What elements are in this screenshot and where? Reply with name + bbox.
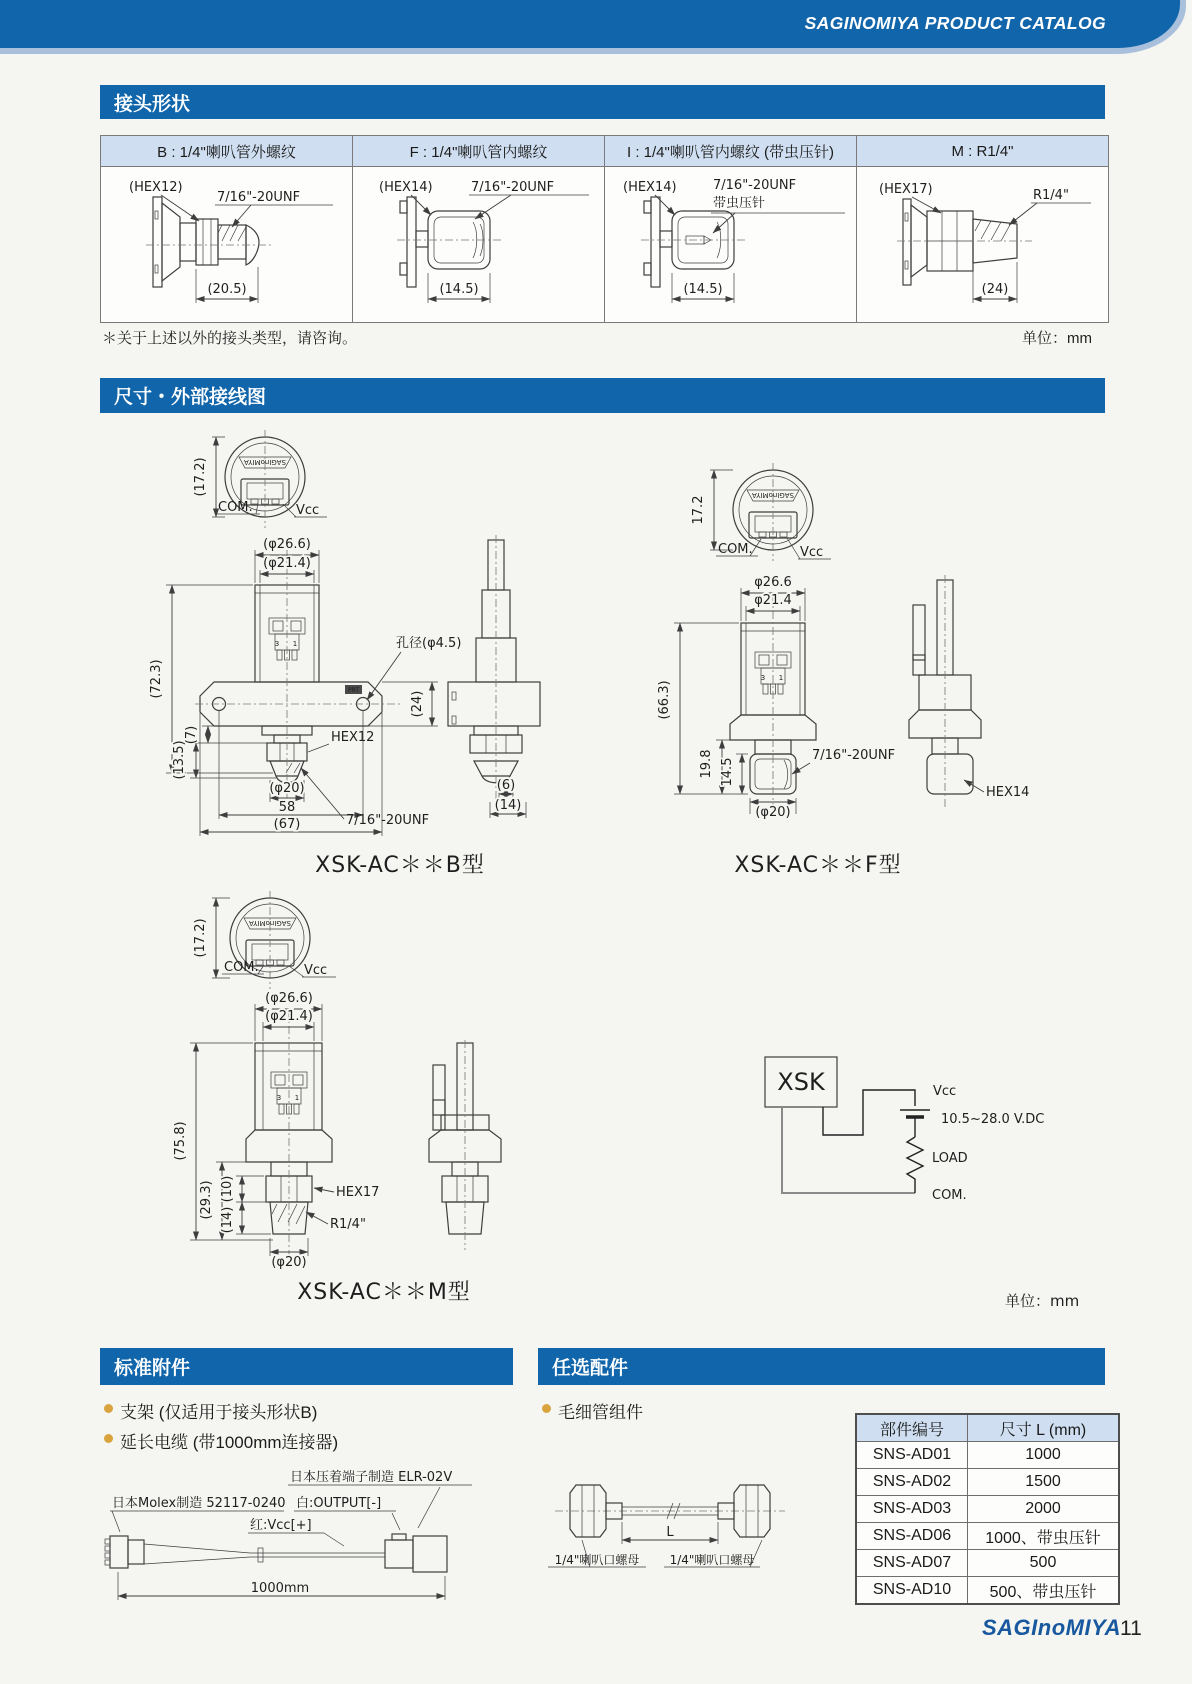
dim-label: (17.2) <box>193 457 208 497</box>
part-number: SNS-AD10 <box>856 1577 968 1605</box>
cable-label: 白:OUTPUT[-] <box>296 1496 382 1511</box>
parts-table-header-row <box>856 1414 1119 1442</box>
pin-number: 3 <box>760 674 766 682</box>
catalog-header-title: SAGINOMIYA PRODUCT CATALOG <box>804 13 1106 33</box>
dim-label: (6) <box>496 778 516 793</box>
unit-note-mid: 单位：mm <box>1005 1292 1080 1310</box>
wiring-circuit <box>765 1057 1044 1203</box>
circuit-label: Vcc <box>933 1084 957 1099</box>
pin-number: 1 <box>294 1094 300 1102</box>
cell-connector-i <box>605 167 857 323</box>
section-title-optional <box>538 1348 1105 1385</box>
connector-m-drawing <box>857 167 1108 317</box>
dim-label: (20.5) <box>207 282 247 297</box>
section-title-standard <box>100 1348 513 1385</box>
dim-label: (14) <box>220 1206 235 1234</box>
type-b-diagram <box>149 430 540 878</box>
pin-label: Vcc <box>296 503 320 518</box>
dim-label: (φ26.6) <box>263 537 311 552</box>
type-b-side-view <box>448 535 540 800</box>
optional-item-capillary <box>542 1398 643 1423</box>
dim-label: (7) <box>184 725 199 745</box>
saginomiya-logo: SAGInoMIYA <box>982 1615 1122 1640</box>
parts-col-number: 部件编号 <box>856 1414 968 1442</box>
bullet-icon <box>104 1404 113 1413</box>
type-m-side-view <box>429 1040 501 1250</box>
section-title-text: 标准附件 <box>114 1358 191 1379</box>
pin-label: COM. <box>224 960 259 975</box>
table-row <box>856 1550 1119 1577</box>
capillary-drawing <box>520 1460 820 1580</box>
dim-label: L <box>666 1525 674 1540</box>
connector-i-shapes <box>641 195 845 303</box>
dimension-diagrams <box>100 400 1105 1340</box>
unit-note-top: 单位：mm <box>1022 330 1092 347</box>
bullet-text: 毛细管组件 <box>558 1403 643 1422</box>
connector-footnote: ＊关于上述以外的接头类型，请咨询。 <box>102 330 358 347</box>
col-header-f: F : 1/4"喇叭管内螺纹 <box>353 136 605 167</box>
pin-label: COM. <box>218 500 253 515</box>
dim-label: (14) <box>494 798 522 813</box>
col-header-i: I : 1/4"喇叭管内螺纹 (带虫压针) <box>605 136 857 167</box>
page-number: 11 <box>1120 1617 1142 1640</box>
parts-table <box>855 1413 1120 1605</box>
pin-label: Vcc <box>800 545 824 560</box>
dim-label: 孔径(φ4.5) <box>396 636 462 651</box>
type-f-diagram <box>657 463 1029 878</box>
dim-label: (24) <box>981 282 1009 297</box>
col-header-b: B : 1/4"喇叭管外螺纹 <box>101 136 353 167</box>
dim-label: (67) <box>273 817 301 832</box>
dim-label: φ21.4 <box>754 593 792 608</box>
circuit-label: 10.5~28.0 V.DC <box>941 1112 1045 1127</box>
connector-b-drawing <box>101 167 352 317</box>
dim-label: (φ21.4) <box>263 556 311 571</box>
pin-number: 1 <box>292 640 298 648</box>
dim-label: (72.3) <box>149 659 164 699</box>
bullet-icon <box>542 1404 551 1413</box>
connector-i-drawing <box>605 167 856 317</box>
dim-label: HEX14 <box>986 785 1030 800</box>
part-size: 1000 <box>968 1442 1120 1469</box>
dim-label: (φ20) <box>269 781 305 796</box>
cable-label: 日本压着端子制造 ELR-02V <box>290 1470 453 1485</box>
connector-f-drawing <box>353 167 604 317</box>
model-label-m: XSK-AC＊＊M型 <box>297 1280 471 1305</box>
dim-label: (HEX17) <box>879 182 933 197</box>
model-label-b: XSK-AC＊＊B型 <box>315 853 485 878</box>
model-label-f: XSK-AC＊＊F型 <box>734 853 902 878</box>
dim-label: (14.5) <box>683 282 723 297</box>
bullet-text: 延长电缆 (带1000mm连接器) <box>120 1433 339 1452</box>
cell-connector-b <box>101 167 353 323</box>
section-title-connector <box>100 85 1105 119</box>
table-row <box>856 1442 1119 1469</box>
standard-item-bracket <box>104 1398 317 1423</box>
dim-label: (17.2) <box>193 918 208 958</box>
pin-number: 1 <box>778 674 784 682</box>
dim-label: (φ26.6) <box>265 991 313 1006</box>
dim-label: (φ20) <box>755 805 791 820</box>
dim-label: 14.5 <box>720 757 735 787</box>
type-m-diagram <box>173 891 501 1305</box>
table-row <box>856 1496 1119 1523</box>
dim-label: 带虫压针 <box>713 196 766 211</box>
part-size: 500 <box>968 1550 1120 1577</box>
bullet-text: 支架 (仅适用于接头形状B) <box>120 1403 318 1422</box>
dim-label: (10) <box>220 1175 235 1203</box>
part-size: 1000、带虫压针 <box>968 1523 1120 1550</box>
connector-f-shapes <box>397 195 589 303</box>
part-number: SNS-AD02 <box>856 1469 968 1496</box>
dim-label: φ26.6 <box>754 575 792 590</box>
part-number: SNS-AD01 <box>856 1442 968 1469</box>
cell-connector-f <box>353 167 605 323</box>
cell-connector-m <box>857 167 1109 323</box>
dim-label: 7/16"-20UNF <box>713 178 797 193</box>
standard-item-cable <box>104 1428 338 1453</box>
prt-label: PRT <box>347 687 360 694</box>
dim-label: (HEX12) <box>129 180 183 195</box>
part-size: 2000 <box>968 1496 1120 1523</box>
dim-label: R1/4" <box>1033 188 1069 203</box>
table-row <box>856 1523 1119 1550</box>
connector-table-drawing-row <box>101 167 1109 323</box>
nut-label: 1/4"喇叭口螺母 <box>554 1553 640 1567</box>
bullet-icon <box>104 1434 113 1443</box>
pin-label: COM. <box>718 542 753 557</box>
dim-label: 19.8 <box>699 749 714 779</box>
col-header-m: M : R1/4" <box>857 136 1109 167</box>
connector-shape-table <box>100 135 1109 323</box>
dim-label: (14.5) <box>439 282 479 297</box>
extension-cable-drawing <box>100 1460 520 1610</box>
circuit-label: COM. <box>932 1188 967 1203</box>
section-title-text: 尺寸・外部接线图 <box>114 387 267 408</box>
dim-label: (φ20) <box>271 1255 307 1270</box>
dim-label: 7/16"-20UNF <box>812 748 896 763</box>
circuit-box-label: XSK <box>777 1068 825 1096</box>
dim-label: (29.3) <box>199 1180 214 1220</box>
dim-label: (75.8) <box>173 1121 188 1161</box>
cable-label: 日本Molex制造 52117-0240 <box>112 1496 286 1511</box>
dim-label: 7/16"-20UNF <box>217 190 301 205</box>
pin-number: 3 <box>276 1094 282 1102</box>
part-number: SNS-AD07 <box>856 1550 968 1577</box>
dim-label: (66.3) <box>657 680 672 720</box>
part-size: 1500 <box>968 1469 1120 1496</box>
pin-label: Vcc <box>304 963 328 978</box>
dim-label: 17.2 <box>691 495 706 525</box>
dim-label: HEX12 <box>331 730 375 745</box>
type-f-side-view <box>909 575 981 810</box>
dim-label: 7/16"-20UNF <box>471 180 555 195</box>
dim-label: 58 <box>278 800 296 815</box>
part-number: SNS-AD06 <box>856 1523 968 1550</box>
dim-label: (HEX14) <box>623 180 677 195</box>
dim-label: (φ21.4) <box>265 1009 313 1024</box>
dim-label: 1000mm <box>250 1581 310 1596</box>
dim-label: (24) <box>410 690 425 718</box>
table-row <box>856 1577 1119 1605</box>
parts-col-size: 尺寸 L (mm) <box>968 1414 1120 1442</box>
connector-table-header-row <box>101 136 1109 167</box>
nut-label: 1/4"喇叭口螺母 <box>669 1553 755 1567</box>
part-size: 500、带虫压针 <box>968 1577 1120 1605</box>
dim-label: 7/16"-20UNF <box>346 813 430 828</box>
dim-label: R1/4" <box>330 1217 366 1232</box>
section-title-text: 接头形状 <box>114 93 191 115</box>
part-number: SNS-AD03 <box>856 1496 968 1523</box>
dim-label: (HEX14) <box>379 180 433 195</box>
section-title-text: 任选配件 <box>552 1358 629 1379</box>
pin-number: 3 <box>274 640 280 648</box>
cable-label: 红:Vcc[+] <box>250 1518 312 1533</box>
cable-shapes <box>105 1534 447 1572</box>
dim-label: HEX17 <box>336 1185 380 1200</box>
circuit-label: LOAD <box>932 1151 968 1166</box>
dim-label: (13.5) <box>172 740 187 780</box>
table-row <box>856 1469 1119 1496</box>
